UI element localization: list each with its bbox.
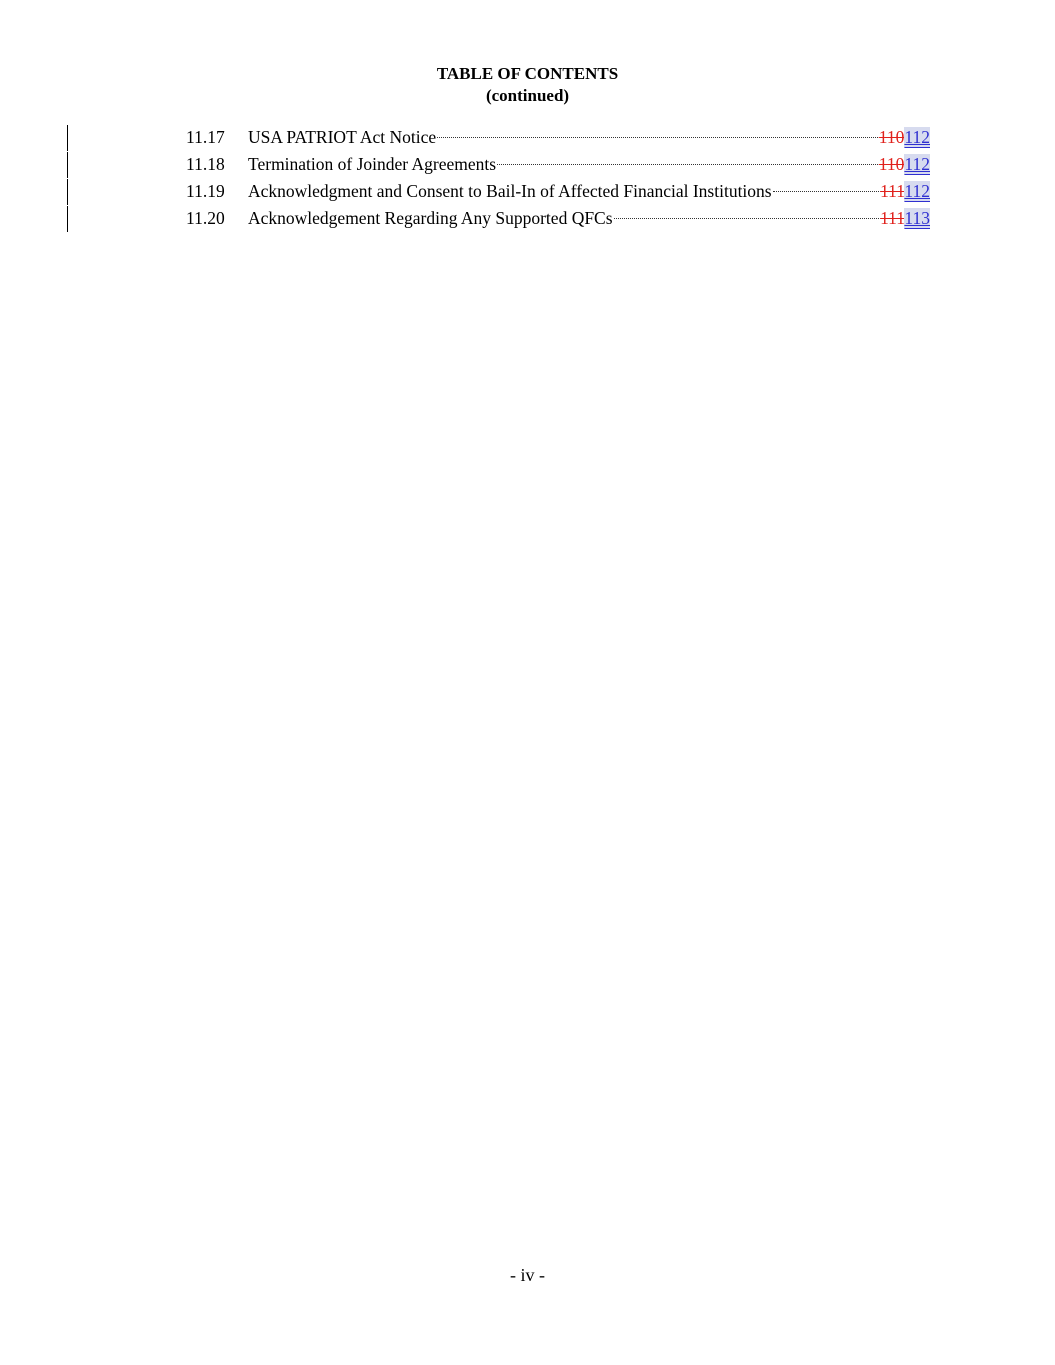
toc-header	[0, 63, 1055, 107]
toc-entry-title: Acknowledgement Regarding Any Supported QFCs	[248, 208, 613, 228]
change-bar	[67, 179, 68, 205]
toc-entry-number: 11.20	[186, 208, 225, 228]
change-bar	[67, 152, 68, 178]
deleted-page-number: 111	[880, 208, 905, 228]
change-bar	[67, 125, 68, 151]
change-bar	[67, 206, 68, 232]
toc-entry-pages	[880, 178, 930, 205]
page-link[interactable]: 112	[904, 181, 930, 201]
dot-leader	[437, 137, 878, 138]
page-title: TABLE OF CONTENTS	[436, 64, 619, 83]
toc-entry-number: 11.17	[186, 127, 225, 147]
toc-entry	[0, 205, 1055, 232]
page-number: - iv -	[510, 1265, 545, 1285]
toc-entry	[0, 151, 1055, 178]
dot-leader	[773, 191, 879, 192]
dot-leader	[497, 164, 878, 165]
page-link[interactable]: 112	[904, 127, 930, 147]
toc-entry-number: 11.18	[186, 154, 225, 174]
toc-entry	[0, 178, 1055, 205]
toc-list	[0, 124, 1055, 232]
toc-entry-title: Acknowledgment and Consent to Bail-In of Affected Financial Institutions	[248, 181, 772, 201]
toc-entry	[0, 124, 1055, 151]
toc-entry-pages	[880, 205, 930, 232]
page-link[interactable]: 113	[904, 208, 930, 228]
page-link[interactable]: 112	[904, 154, 930, 174]
toc-entry-number: 11.19	[186, 181, 225, 201]
dot-leader	[614, 218, 880, 219]
deleted-page-number: 111	[880, 181, 905, 201]
deleted-page-number: 110	[878, 154, 905, 174]
toc-entry-title: Termination of Joinder Agreements	[248, 154, 497, 174]
toc-entry-pages	[879, 124, 930, 151]
toc-entry-pages	[879, 151, 930, 178]
page-subtitle: (continued)	[485, 86, 570, 105]
toc-entry-title: USA PATRIOT Act Notice	[248, 127, 437, 147]
deleted-page-number: 110	[878, 127, 905, 147]
